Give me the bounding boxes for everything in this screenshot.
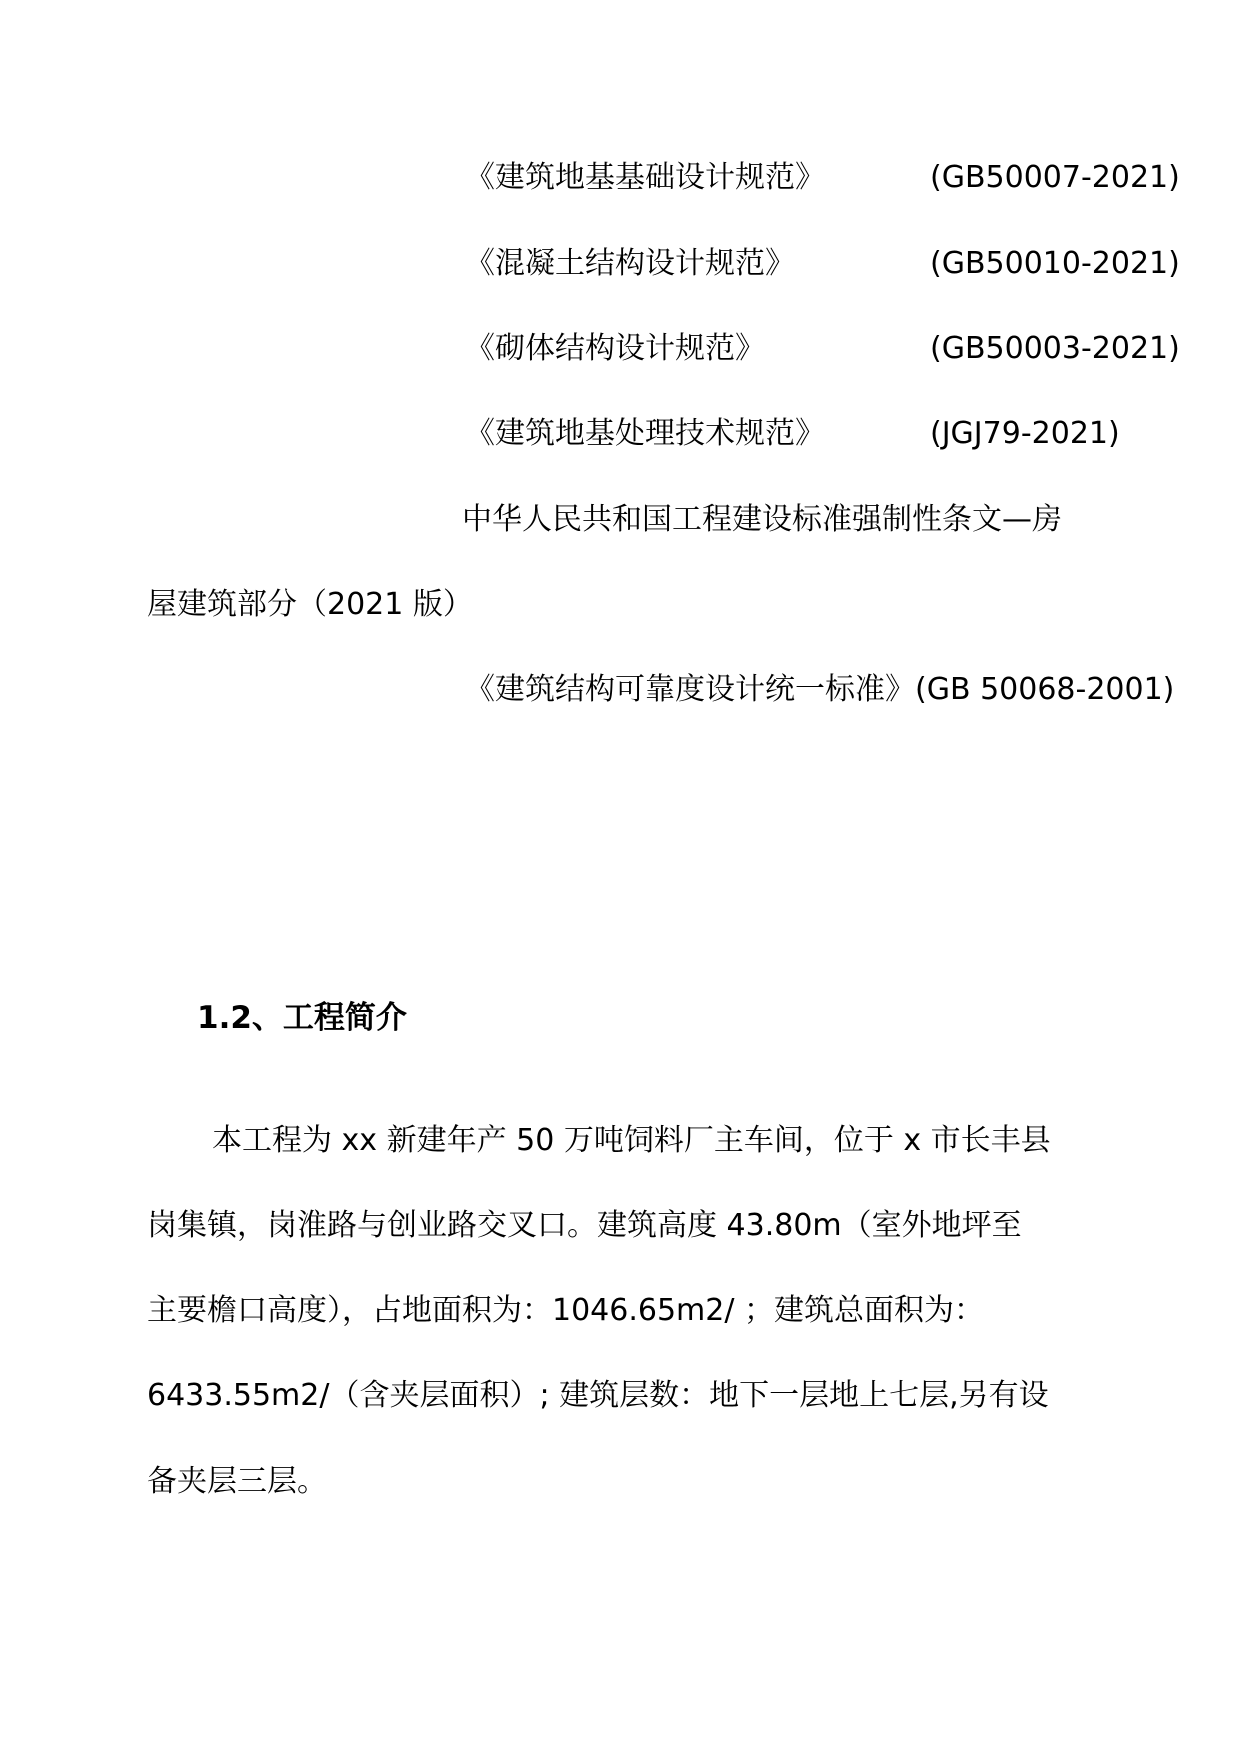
standard-name-2: 《混凝土结构设计规范》 <box>465 246 795 281</box>
standard-name-3: 《砌体结构设计规范》 <box>465 331 765 366</box>
paragraph-line-5: 备夹层三层。 <box>147 1464 327 1499</box>
mandatory-standard-line-2: 屋建筑部分（2021 版） <box>147 587 473 622</box>
standard-name-4: 《建筑地基处理技术规范》 <box>465 416 825 451</box>
mandatory-standard-line-1: 中华人民共和国工程建设标准强制性条文—房 <box>462 502 1062 537</box>
paragraph-line-3: 主要檐口高度），占地面积为：1046.65m2/ ；建筑总面积为： <box>147 1293 985 1328</box>
standard-code-3: (GB50003-2021) <box>930 331 1180 366</box>
paragraph-line-4: 6433.55m2/（含夹层面积）; 建筑层数：地下一层地上七层,另有设 <box>147 1378 1049 1413</box>
section-heading: 1.2、工程简介 <box>197 1000 407 1036</box>
reliability-standard: 《建筑结构可靠度设计统一标准》(GB 50068-2001) <box>465 672 1175 707</box>
standard-name-1: 《建筑地基基础设计规范》 <box>465 160 825 195</box>
standard-code-1: (GB50007-2021) <box>930 160 1180 195</box>
standard-code-4: (JGJ79-2021) <box>930 416 1120 451</box>
paragraph-line-1: 本工程为 xx 新建年产 50 万吨饲料厂主车间，位于 x 市长丰县 <box>212 1123 1051 1158</box>
standard-code-2: (GB50010-2021) <box>930 246 1180 281</box>
paragraph-line-2: 岗集镇，岗淮路与创业路交叉口。建筑高度 43.80m（室外地坪至 <box>147 1208 1022 1243</box>
